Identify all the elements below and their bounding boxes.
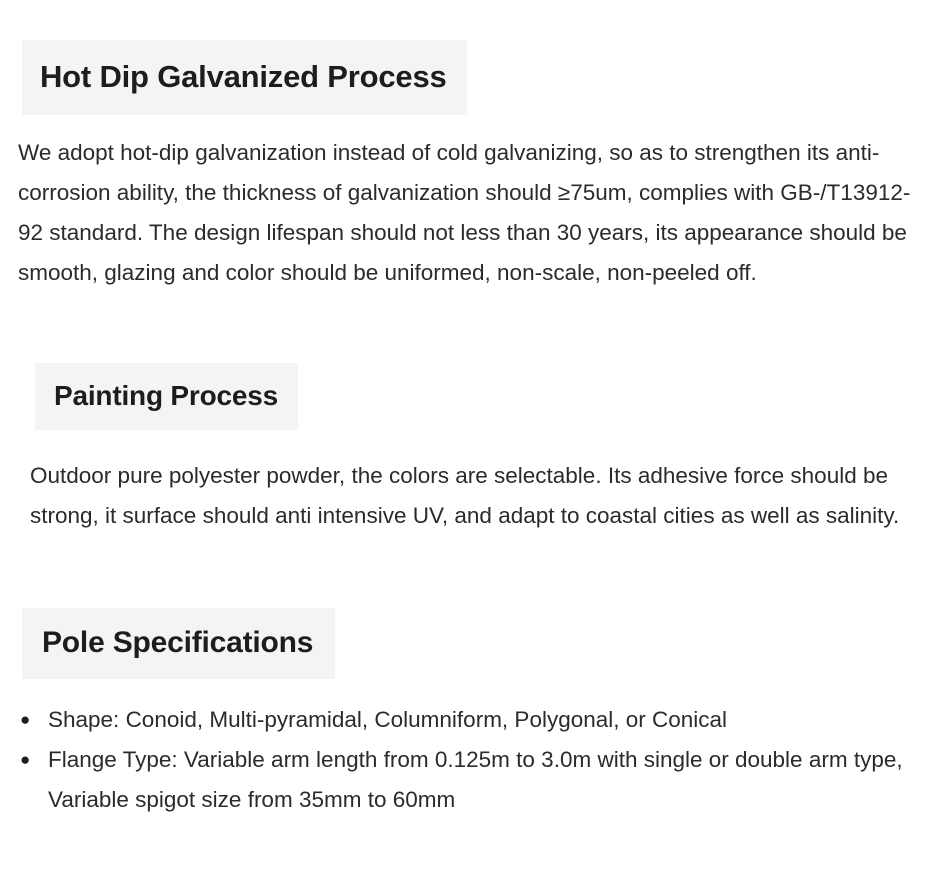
list-item — [18, 700, 934, 740]
list-item-label: Shape: Conoid, Multi-pyramidal, Columniform, Polygonal, or Conical — [48, 707, 728, 732]
section-heading-painting-process: Painting Process — [35, 363, 298, 430]
section-heading-pole-specifications: Pole Specifications — [22, 608, 335, 679]
list-item — [18, 740, 934, 820]
section-heading-hot-dip-galvanized-process: Hot Dip Galvanized Process — [22, 40, 467, 115]
pole-specifications-list — [18, 700, 934, 820]
section-body-painting-process: Outdoor pure polyester powder, the colors are selectable. Its adhesive force should be strong, it surface should anti intensive UV, and adapt to coastal cities as well as salinity. — [30, 463, 900, 528]
bullet-icon: ● — [20, 750, 31, 769]
list-item-label: Flange Type: Variable arm length from 0.125m to 3.0m with single or double arm type, Variable spigot size from 35mm to 60mm — [48, 747, 903, 812]
bullet-icon: ● — [20, 710, 31, 729]
section-body-hot-dip-galvanized-process: We adopt hot-dip galvanization instead of cold galvanizing, so as to strengthen its anti-corrosion ability, the thickness of galvanization should ≥75um, complies with GB-/T13912-92 standard. The design lifespan should not less than 30 years, its appearance should be smooth, glazing and color should be uniformed, non-scale, non-peeled off. — [18, 140, 911, 285]
